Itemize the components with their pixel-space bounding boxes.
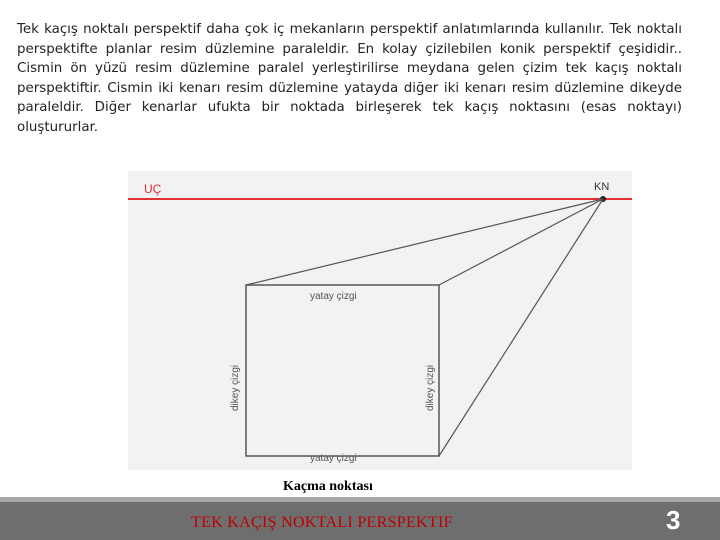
convergence-line-bottom-right [439, 199, 603, 456]
page-number: 3 [666, 505, 681, 535]
convergence-line-top-left [246, 199, 603, 285]
horizon-label: UÇ [144, 182, 162, 196]
right-edge-label: dikey çizgi [425, 364, 436, 411]
top-edge-label: yatay çizgi [310, 291, 357, 302]
convergence-line-top-right [439, 199, 603, 285]
vanishing-point-label: KN [594, 181, 610, 193]
left-edge-label: dikey çizgi [230, 364, 241, 411]
footer-bar [0, 502, 720, 540]
perspective-drawing [128, 171, 632, 470]
footer-title: TEK KAÇIŞ NOKTALI PERSPEKTIF [191, 514, 453, 531]
figure-caption: Kaçma noktası [283, 479, 373, 494]
perspective-diagram [128, 171, 632, 470]
intro-paragraph: Tek kaçış noktalı perspektif daha çok iç mekanların perspektif anlatımlarında kullanılır. Tek noktalı perspektifte planlar resim düzlemine paraleldir. En kolay çizilebilen konik perspektif çeşididir.. Cismin ön yüzü resim düzlemine paralel yerleştirilirse meydana gelen çizim tek kaçış noktalı perspektiftir. Cismin iki kenarı resim düzlemine yatayda diğer iki kenarı resim düzlemine dikeyde paraleldir. Diğer kenarlar ufukta bir noktada birleşerek tek kaçış noktasını (esas noktayı) oluştururlar. [17, 22, 682, 135]
front-face [246, 285, 439, 456]
bottom-edge-label: yatay çizgi [310, 453, 357, 464]
